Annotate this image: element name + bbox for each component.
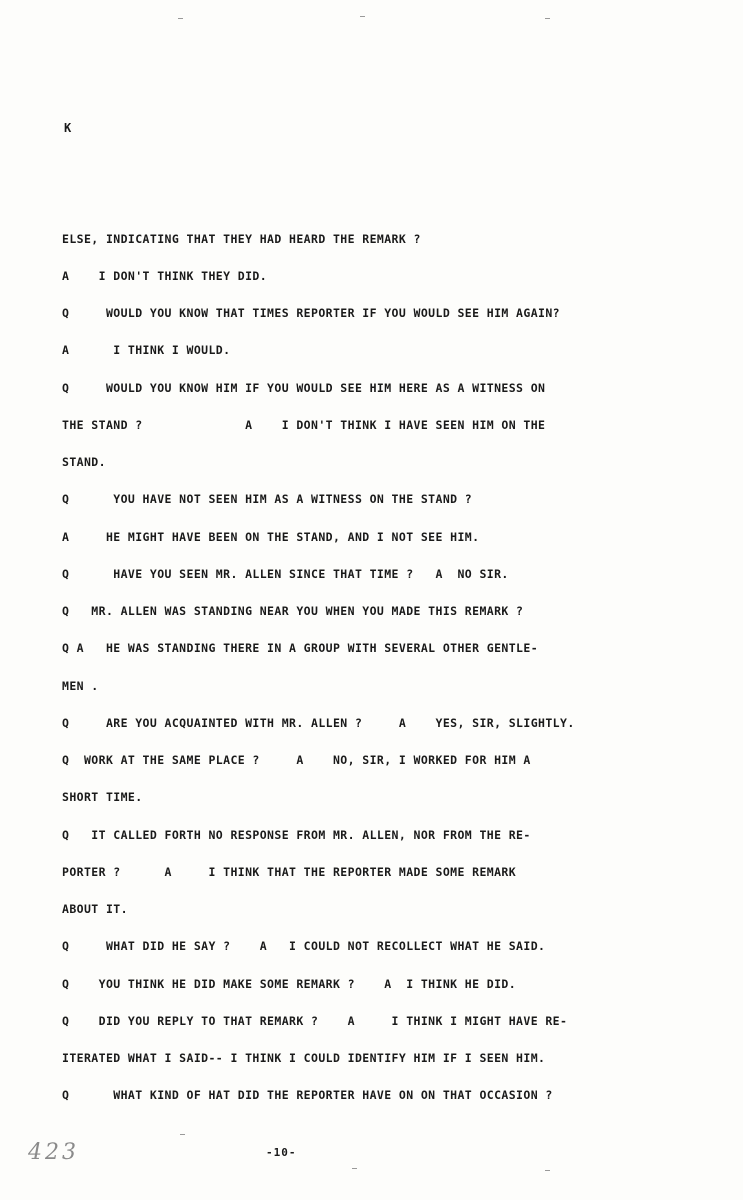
transcript-line: Q DID YOU REPLY TO THAT REMARK ? A I THINK I MIGHT HAVE RE- — [62, 1014, 568, 1028]
scan-speck — [352, 1168, 357, 1169]
transcript-line: THE STAND ? A I DON'T THINK I HAVE SEEN HIM ON THE — [62, 418, 546, 432]
transcript-line: A I DON'T THINK THEY DID. — [62, 269, 268, 283]
transcript-line: Q WOULD YOU KNOW HIM IF YOU WOULD SEE HIM HERE AS A WITNESS ON — [62, 381, 546, 395]
scan-speck — [178, 18, 183, 19]
transcript-line: SHORT TIME. — [62, 790, 143, 804]
transcript-line: Q WHAT KIND OF HAT DID THE REPORTER HAVE ON ON THAT OCCASION ? — [62, 1088, 553, 1102]
transcript-line: Q A HE WAS STANDING THERE IN A GROUP WITH SEVERAL OTHER GENTLE- — [62, 641, 539, 655]
scan-speck — [545, 1170, 550, 1171]
transcript-line: ABOUT IT. — [62, 902, 128, 916]
transcript-line: Q WOULD YOU KNOW THAT TIMES REPORTER IF YOU WOULD SEE HIM AGAIN? — [62, 306, 561, 320]
transcript-line: Q MR. ALLEN WAS STANDING NEAR YOU WHEN YOU MADE THIS REMARK ? — [62, 604, 524, 618]
transcript-line: A I THINK I WOULD. — [62, 343, 231, 357]
corner-mark: K — [64, 121, 72, 135]
transcript-line: Q YOU HAVE NOT SEEN HIM AS A WITNESS ON THE STAND ? — [62, 492, 473, 506]
transcript-line: Q IT CALLED FORTH NO RESPONSE FROM MR. ALLEN, NOR FROM THE RE- — [62, 828, 531, 842]
transcript-line: ITERATED WHAT I SAID-- I THINK I COULD IDENTIFY HIM IF I SEEN HIM. — [62, 1051, 546, 1065]
scan-speck — [545, 18, 550, 19]
transcript-line: STAND. — [62, 455, 106, 469]
transcript-line: Q ARE YOU ACQUAINTED WITH MR. ALLEN ? A YES, SIR, SLIGHTLY. — [62, 716, 575, 730]
page-number: -10- — [266, 1146, 297, 1159]
transcript-line: Q WORK AT THE SAME PLACE ? A NO, SIR, I WORKED FOR HIM A — [62, 753, 531, 767]
transcript-line: ELSE, INDICATING THAT THEY HAD HEARD THE REMARK ? — [62, 232, 421, 246]
scan-speck — [180, 1134, 185, 1135]
transcript-line: MEN . — [62, 679, 99, 693]
transcript-line: A HE MIGHT HAVE BEEN ON THE STAND, AND I NOT SEE HIM. — [62, 530, 480, 544]
scan-speck — [360, 16, 365, 17]
transcript-line: Q WHAT DID HE SAY ? A I COULD NOT RECOLLECT WHAT HE SAID. — [62, 939, 546, 953]
transcript-line: Q HAVE YOU SEEN MR. ALLEN SINCE THAT TIME ? A NO SIR. — [62, 567, 509, 581]
handwritten-page-number: 423 — [28, 1140, 79, 1165]
transcript-line: Q YOU THINK HE DID MAKE SOME REMARK ? A I THINK HE DID. — [62, 977, 517, 991]
transcript-line: PORTER ? A I THINK THAT THE REPORTER MADE SOME REMARK — [62, 865, 517, 879]
